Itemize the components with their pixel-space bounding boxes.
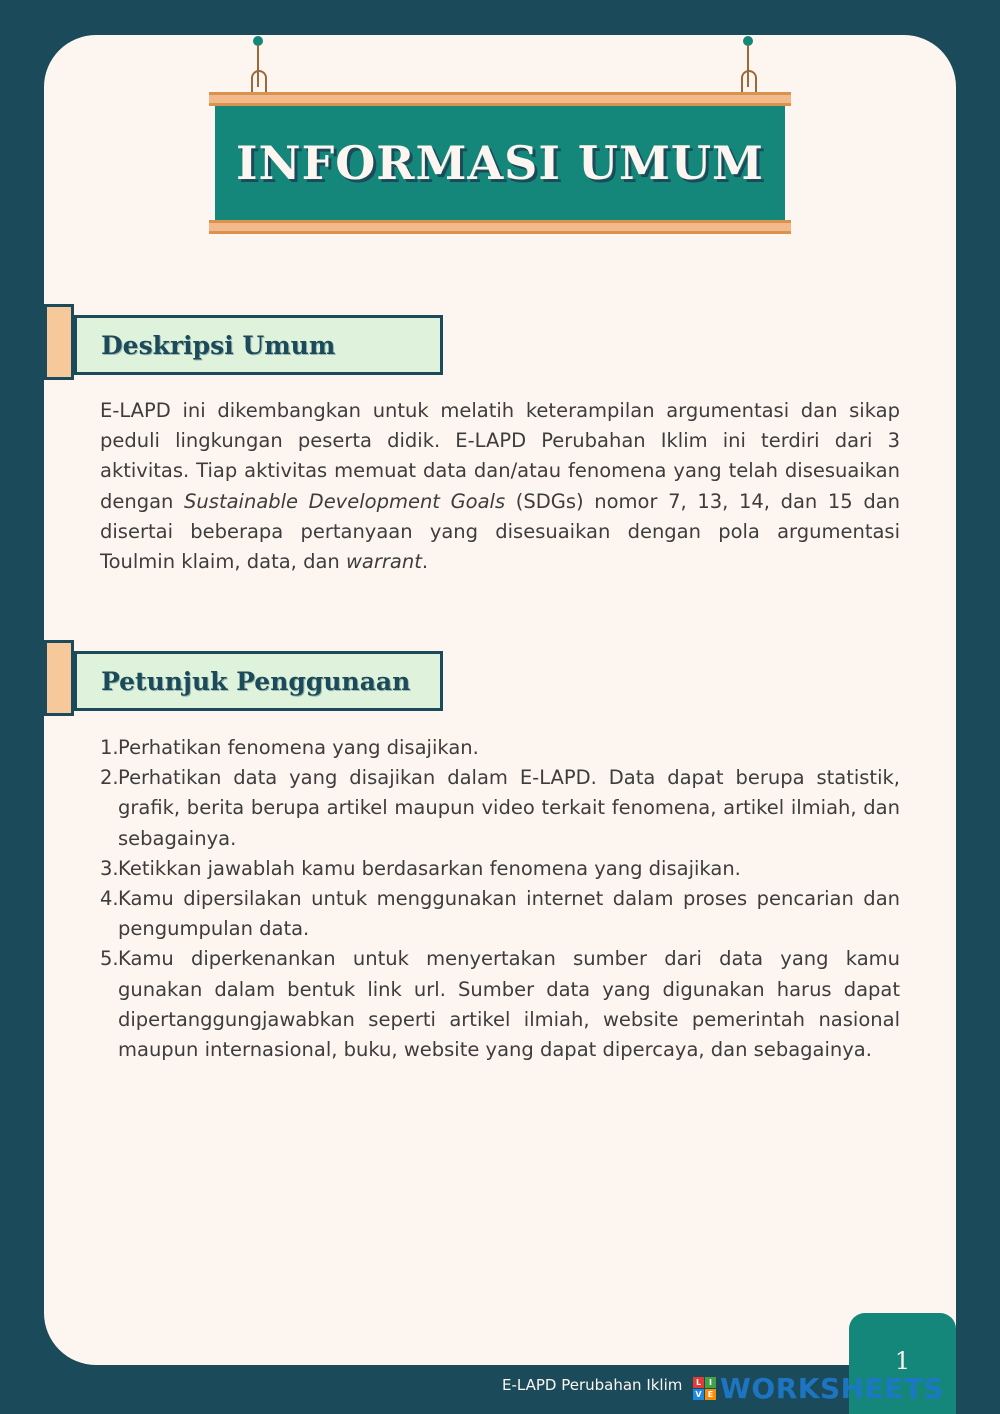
paragraph-text: E-LAPD ini dikembangkan untuk melatih keterampilan argumentasi dan sikap peduli lingkungan peserta didik. E-LAPD Perubahan Iklim ini terdiri dari 3 aktivitas. Tiap aktivitas memuat data dan/atau fenomena yang telah disesuaikan dengan (100, 399, 900, 513)
page-title: INFORMASI UMUM (236, 136, 764, 190)
sign-hanger-right (736, 36, 760, 96)
liveworksheets-watermark (693, 1372, 944, 1405)
liveworksheets-logo-icon: L I V E (693, 1377, 716, 1400)
section-header-deskripsi (74, 315, 443, 375)
sign-hanger-left (246, 36, 270, 96)
sign-rod-top (209, 92, 791, 106)
paragraph-text: . (421, 550, 429, 574)
description-paragraph (100, 396, 900, 577)
title-sign (215, 106, 785, 220)
page-number: 1 (894, 1347, 911, 1375)
section-title-deskripsi: Deskripsi Umum (101, 330, 336, 360)
list-item: 5. Kamu diperkenankan untuk menyertakan sumber dari data yang kamu gunakan dalam bentuk link url. Sumber data yang digunakan harus dapat dipertanggungjawabkan seperti artikel ilmiah, website pemerintah nasional maupun internasional, buku, website yang dapat dipercaya, dan sebagainya. (100, 947, 900, 1062)
footer-text: E-LAPD Perubahan Iklim (502, 1376, 683, 1394)
section-title-petunjuk: Petunjuk Penggunaan (101, 666, 411, 696)
italic-term: warrant (345, 550, 422, 574)
section-tab-petunjuk (44, 640, 74, 716)
section-tab-deskripsi (44, 304, 74, 380)
italic-term: Sustainable Development Goals (184, 489, 506, 513)
sign-rod-bottom (209, 220, 791, 234)
watermark-text: WORKSHEETS (720, 1372, 945, 1405)
instructions-list (100, 733, 900, 1065)
list-item: 4. Kamu dipersilakan untuk menggunakan internet dalam proses pencarian dan pengumpulan data. (100, 887, 900, 941)
paragraph-text: (SDGs) nomor 7, 13, 14, dan 15 dan disertai beberapa pertanyaan yang disesuaikan dengan pola argumentasi Toulmin klaim, data, dan (100, 489, 901, 574)
section-header-petunjuk (74, 651, 443, 711)
list-item: 2. Perhatikan data yang disajikan dalam E-LAPD. Data dapat berupa statistik, grafik, berita berupa artikel maupun video terkait fenomena, artikel ilmiah, dan sebagainya. (100, 766, 900, 850)
list-item: 1. Perhatikan fenomena yang disajikan. (100, 736, 479, 759)
list-item: 3. Ketikkan jawablah kamu berdasarkan fenomena yang disajikan. (100, 856, 741, 880)
